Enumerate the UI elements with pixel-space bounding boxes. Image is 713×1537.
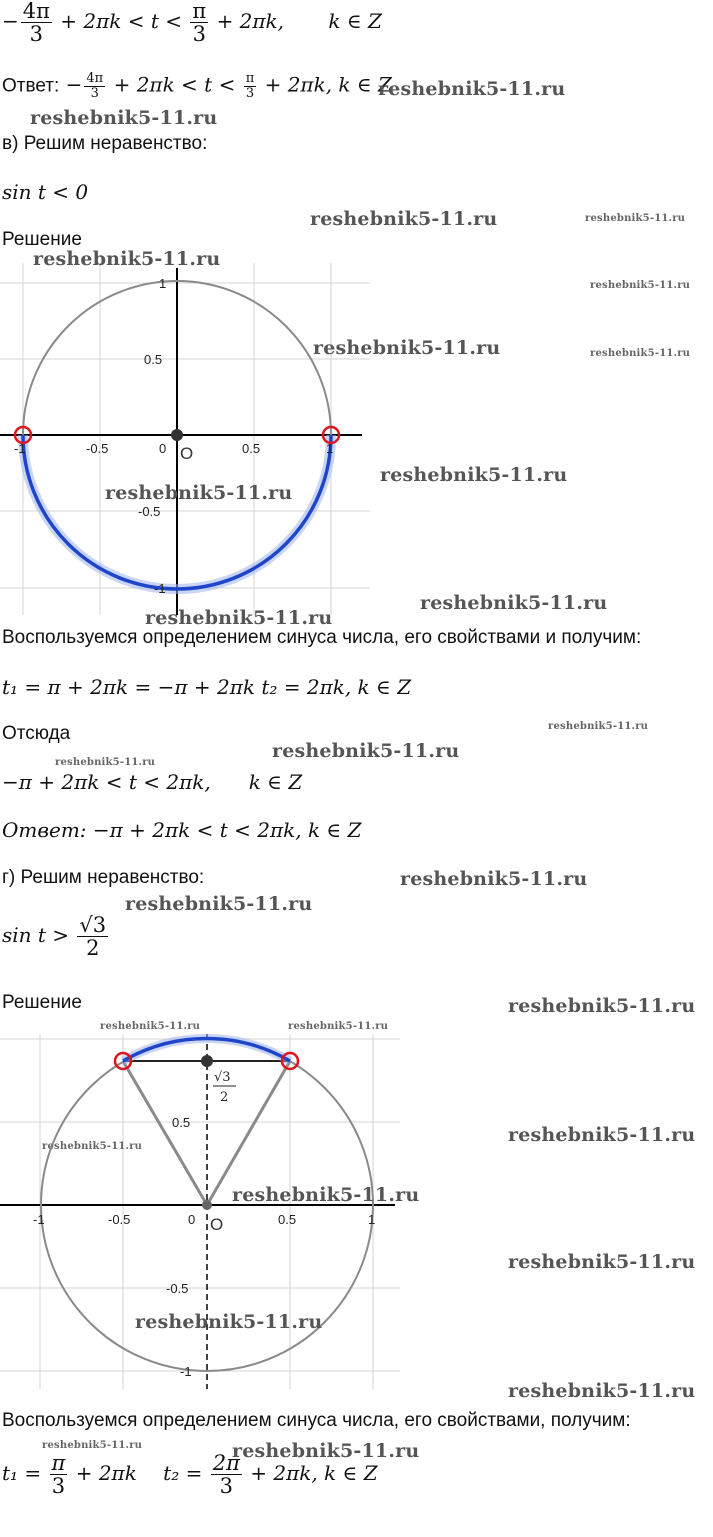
level-point — [201, 1055, 213, 1067]
answer-v: Ответ: −π + 2πk < t < 2πk, k ∈ Z — [2, 818, 362, 842]
tick-x-05: 0.5 — [242, 441, 261, 456]
solution-label-v: Решение — [2, 229, 82, 250]
tick-y-neg05: -0.5 — [166, 1281, 189, 1296]
tick-y-05: 0.5 — [172, 1115, 191, 1130]
answer-b: Ответ: − $\frac{4\pi}{3}$ + 2πk < t < $\frac{\pi}{3}$ + 2πk, k ∈ Z — [2, 71, 392, 101]
watermark: reshebnik5-11.ru — [125, 893, 313, 915]
watermark: reshebnik5-11.ru — [400, 868, 588, 890]
radius-left — [123, 1061, 207, 1205]
watermark: reshebnik5-11.ru — [55, 757, 156, 768]
watermark: reshebnik5-11.ru — [420, 592, 608, 614]
solution-v: −π + 2πk < t < 2πk, k ∈ Z — [2, 770, 303, 794]
level-num: √3 — [214, 1070, 231, 1085]
watermark: reshebnik5-11.ru — [548, 721, 649, 732]
explanation-v: Воспользуемся определением синуса числа, его свойствами и получим: — [2, 627, 642, 648]
tick-x-0: 0 — [159, 441, 167, 456]
solution-inequality-b: − $\frac{4\pi}{3}$ + 2πk < t < $\frac{\pi}{3}$ + 2πk, k ∈ Z — [2, 0, 382, 47]
origin-label: O — [210, 1215, 224, 1234]
tick-x-0: 0 — [188, 1212, 196, 1227]
solution-label-g: Решение — [2, 992, 82, 1013]
watermark: reshebnik5-11.ru — [42, 1440, 143, 1451]
watermark: reshebnik5-11.ru — [310, 208, 498, 230]
tick-y-neg1: -1 — [154, 581, 166, 596]
watermark: reshebnik5-11.ru — [590, 348, 691, 359]
level-den: 2 — [220, 1090, 229, 1105]
watermark: reshebnik5-11.ru — [232, 1184, 420, 1206]
watermark: reshebnik5-11.ru — [100, 1021, 201, 1032]
origin-label: O — [180, 444, 194, 463]
watermark: reshebnik5-11.ru — [105, 482, 293, 504]
grid-lines — [0, 263, 370, 615]
watermark: reshebnik5-11.ru — [272, 740, 460, 762]
watermark: reshebnik5-11.ru — [42, 1141, 143, 1152]
watermark: reshebnik5-11.ru — [33, 248, 221, 270]
tick-x-1: 1 — [326, 441, 334, 456]
origin-point — [202, 1200, 212, 1210]
watermark: reshebnik5-11.ru — [288, 1021, 389, 1032]
roots-g: t₁ = $\frac{\pi}{3}$ + 2πk t₂ = $\frac{2\pi}{3}$ + 2πk, k ∈ Z — [2, 1451, 378, 1499]
inequality-g: sin t > $\frac{√3}{2}$ — [2, 913, 107, 961]
watermark: reshebnik5-11.ru — [508, 1380, 696, 1402]
heading-part-v: в) Решим неравенство: — [2, 133, 208, 154]
roots-v: t₁ = π + 2πk = −π + 2πk t₂ = 2πk, k ∈ Z — [2, 675, 412, 699]
watermark: reshebnik5-11.ru — [380, 464, 568, 486]
watermark: reshebnik5-11.ru — [508, 1251, 696, 1273]
watermark: reshebnik5-11.ru — [145, 607, 333, 629]
tick-x-neg1: -1 — [14, 441, 26, 456]
watermark: reshebnik5-11.ru — [232, 1440, 420, 1462]
tick-x-neg05: -0.5 — [86, 441, 109, 456]
tick-x-1: 1 — [368, 1212, 376, 1227]
tick-y-05: 0.5 — [144, 352, 163, 367]
unit-circle-figure-g — [0, 1034, 400, 1389]
origin-point — [171, 429, 183, 441]
tick-y-neg1: -1 — [180, 1364, 192, 1379]
tick-x-neg05: -0.5 — [108, 1212, 131, 1227]
tick-x-05: 0.5 — [278, 1212, 297, 1227]
tick-y-1: 1 — [159, 276, 167, 291]
watermark: reshebnik5-11.ru — [378, 78, 566, 100]
watermark: reshebnik5-11.ru — [590, 280, 691, 291]
watermark: reshebnik5-11.ru — [508, 995, 696, 1017]
watermark: reshebnik5-11.ru — [313, 337, 501, 359]
inequality-v: sin t < 0 — [2, 180, 89, 204]
watermark: reshebnik5-11.ru — [135, 1311, 323, 1333]
watermark: reshebnik5-11.ru — [508, 1124, 696, 1146]
heading-part-g: г) Решим неравенство: — [2, 867, 205, 888]
grid-lines — [0, 1034, 400, 1389]
hence-label-v: Отсюда — [2, 723, 71, 744]
explanation-g: Воспользуемся определением синуса числа, его свойствами, получим: — [2, 1410, 631, 1431]
tick-x-neg1: -1 — [33, 1212, 45, 1227]
unit-circle-figure-v — [0, 263, 370, 615]
tick-y-neg05: -0.5 — [138, 504, 161, 519]
watermark: reshebnik5-11.ru — [585, 213, 686, 224]
watermark: reshebnik5-11.ru — [30, 107, 218, 129]
